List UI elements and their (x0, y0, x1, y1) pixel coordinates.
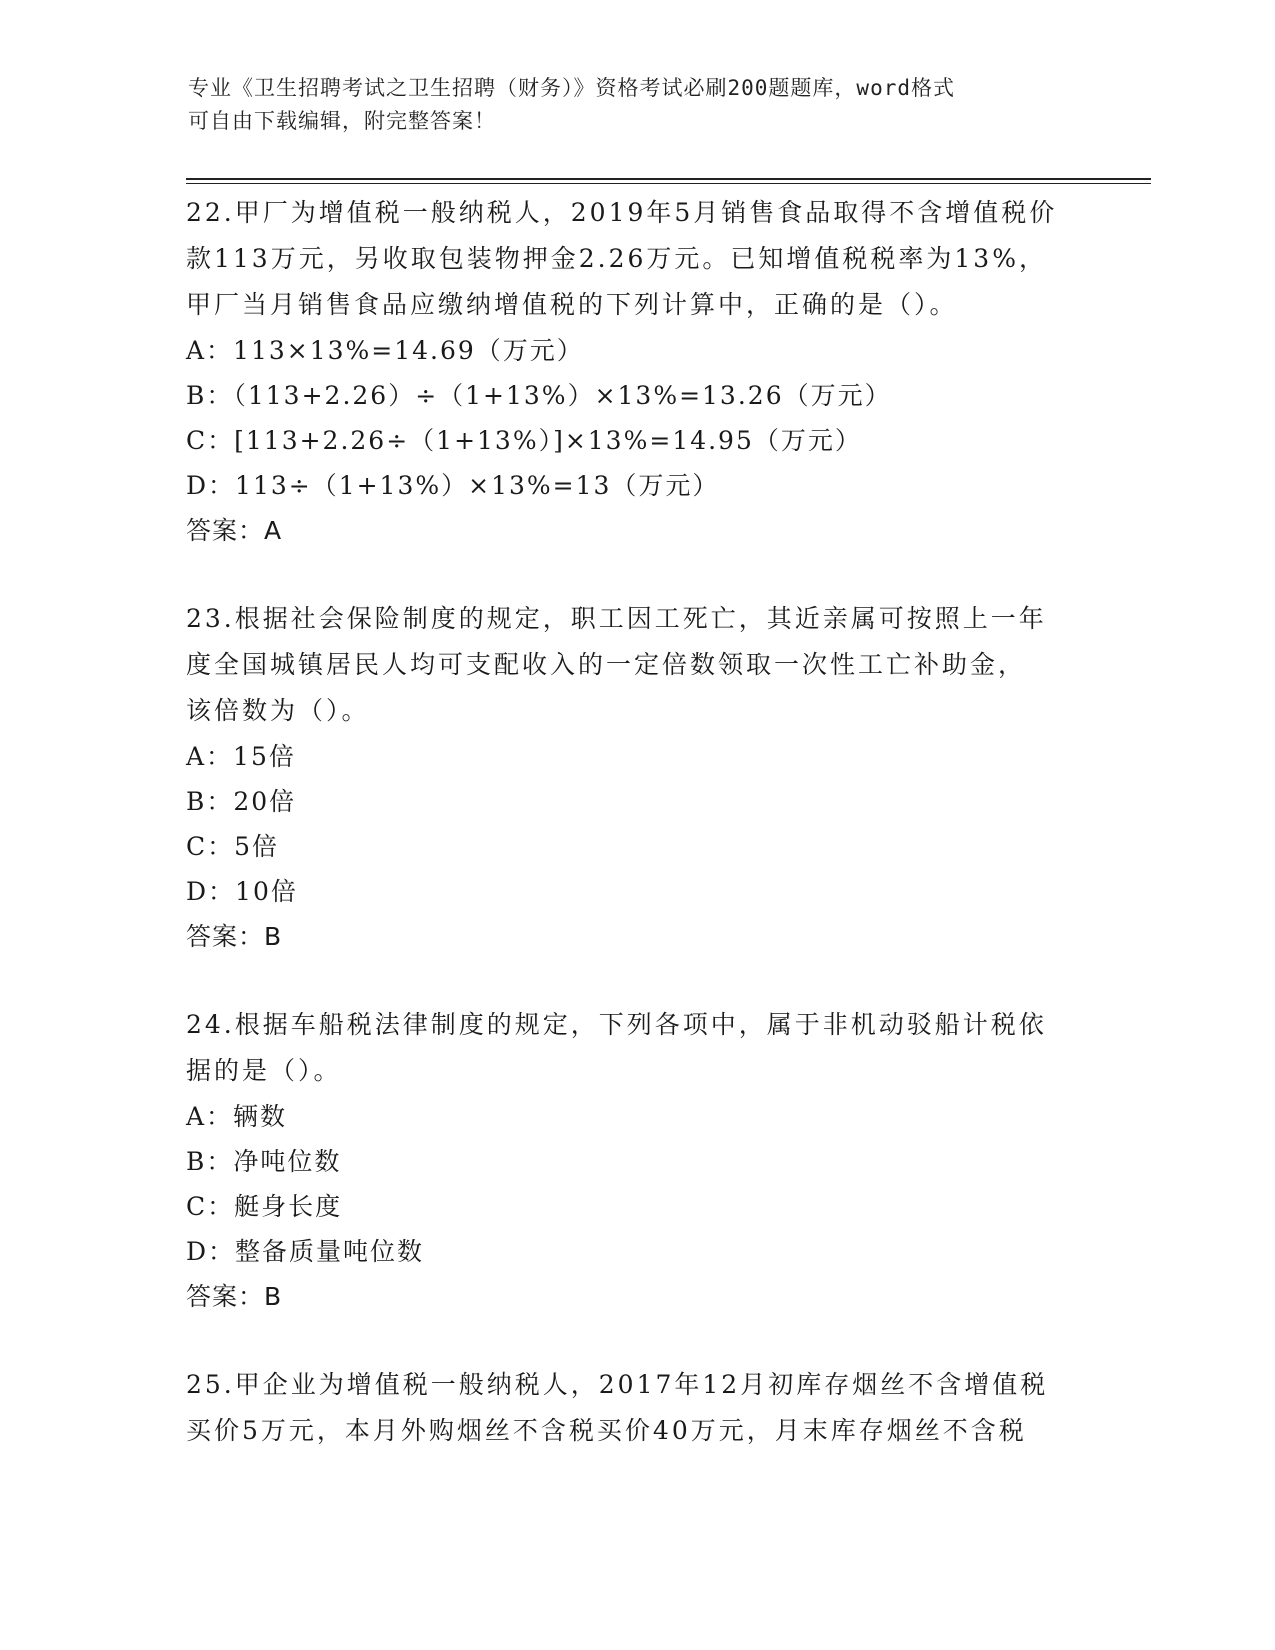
question-stem-line: 24.根据车船税法律制度的规定，下列各项中，属于非机动驳船计税依 (186, 1010, 1047, 1039)
option-d: D：113÷（1+13%）×13%=13（万元） (186, 471, 720, 500)
question-22 (186, 190, 1086, 553)
document-header (188, 72, 1088, 138)
option-d: D：整备质量吨位数 (186, 1237, 425, 1266)
option-a: A：113×13%=14.69（万元） (186, 336, 584, 365)
question-stem-line: 度全国城镇居民人均可支配收入的一定倍数领取一次性工亡补助金， (186, 650, 1027, 679)
option-c: C：[113+2.26÷（1+13%）]×13%=14.95（万元） (186, 426, 862, 455)
option-b: B：净吨位数 (186, 1147, 342, 1176)
header-divider-thin (186, 183, 1151, 184)
answer-line: 答案：B (186, 922, 283, 951)
option-b: B：（113+2.26）÷（1+13%）×13%=13.26（万元） (186, 381, 892, 410)
option-b: B：20倍 (186, 787, 297, 816)
question-stem-line: 甲厂当月销售食品应缴纳增值税的下列计算中，正确的是（）。 (186, 290, 958, 319)
header-line-1: 专业《卫生招聘考试之卫生招聘（财务）》资格考试必刷200题题库，word格式 (188, 76, 955, 100)
option-d: D：10倍 (186, 877, 298, 906)
question-stem-line: 25.甲企业为增值税一般纳税人，2017年12月初库存烟丝不含增值税 (186, 1370, 1049, 1399)
header-line-2: 可自由下载编辑，附完整答案！ (188, 109, 496, 133)
option-a: A：辆数 (186, 1102, 288, 1131)
answer-line: 答案：A (186, 516, 283, 545)
question-stem-line: 买价5万元，本月外购烟丝不含税买价40万元，月末库存烟丝不含税 (186, 1416, 1027, 1445)
option-a: A：15倍 (186, 742, 296, 771)
question-24 (186, 1002, 1086, 1319)
question-stem-line: 23.根据社会保险制度的规定，职工因工死亡，其近亲属可按照上一年 (186, 604, 1047, 633)
option-c: C：艇身长度 (186, 1192, 343, 1221)
header-divider-thick (186, 178, 1151, 180)
question-25 (186, 1362, 1086, 1454)
question-list (186, 190, 1086, 1497)
question-stem-line: 22.甲厂为增值税一般纳税人，2019年5月销售食品取得不含增值税价 (186, 198, 1058, 227)
question-23 (186, 596, 1086, 959)
option-c: C：5倍 (186, 832, 280, 861)
answer-line: 答案：B (186, 1282, 283, 1311)
question-stem-line: 该倍数为（）。 (186, 696, 370, 725)
question-stem-line: 款113万元，另收取包装物押金2.26万元。已知增值税税率为13%， (186, 244, 1047, 273)
question-stem-line: 据的是（）。 (186, 1056, 342, 1085)
